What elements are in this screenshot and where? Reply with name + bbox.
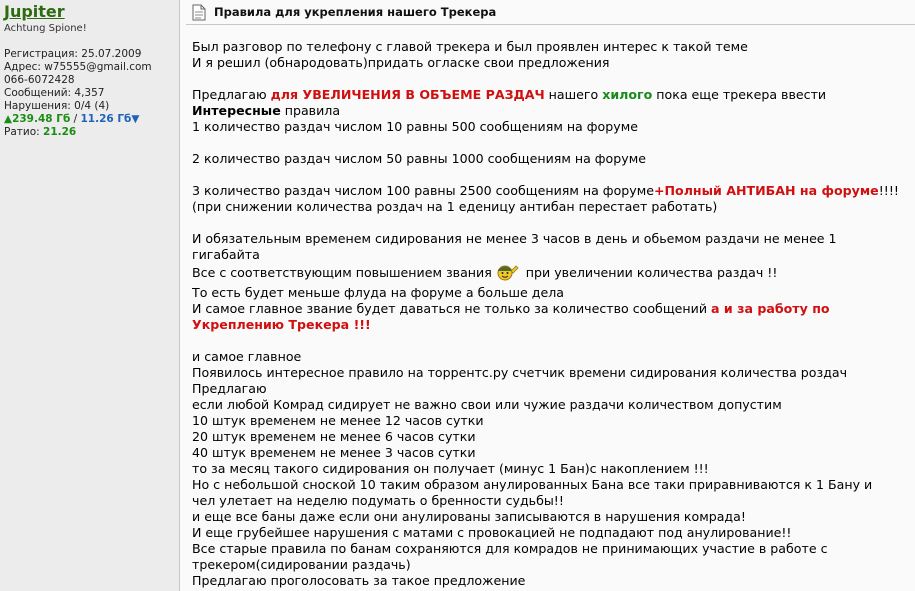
post-line — [192, 301, 915, 317]
emphasis-red: а и за работу по — [711, 301, 830, 316]
post-line: (при снижении количества роздач на 1 еденицу антибан перестает работать) — [192, 199, 718, 214]
post-line: Был разговор по телефону с главой трекера и был проявлен интерес к такой теме — [192, 39, 748, 54]
text-fragment: нашего — [544, 87, 603, 102]
user-address: Адрес: w75555@gmail.com — [4, 61, 152, 73]
post-line — [192, 87, 915, 103]
text-fragment: правила — [280, 103, 341, 118]
post-line: 2 количество раздач числом 50 равны 1000 сообщениям на форуме — [192, 151, 646, 166]
post-line: Предлагаю — [192, 381, 267, 396]
post-line: Все старые правила по банам сохраняются для комрадов не принимающих участие в работе с — [192, 541, 828, 556]
post-line: трекером(сидировании раздачь) — [192, 557, 411, 572]
traffic-separator: / — [70, 113, 81, 125]
violations: Нарушения: 0/4 (4) — [4, 100, 110, 112]
emphasis-bold: Интересные — [192, 103, 281, 118]
text-fragment: И самое главное звание будет даваться не только за количество сообщений — [192, 301, 712, 316]
post-line — [192, 183, 915, 199]
blank-line — [192, 215, 915, 231]
post-subject: Правила для укрепления нашего Трекера — [214, 5, 497, 19]
text-fragment: !!!! — [878, 183, 899, 198]
post-body — [186, 25, 915, 589]
document-icon — [192, 4, 206, 21]
text-fragment: пока еще трекера ввести — [652, 87, 827, 102]
post-line: Укреплению Трекера !!! — [192, 317, 371, 332]
blank-line — [192, 167, 915, 183]
post-line: чел улетает на неделю подумать о бренности судьбы!! — [192, 493, 564, 508]
post-line: если любой Комрад сидирует не важно свои или чужие раздачи количеством допустим — [192, 397, 782, 412]
post-count: Сообщений: 4,357 — [4, 87, 105, 99]
post-line: 10 штук временем не менее 12 часов сутки — [192, 413, 484, 428]
download-amount: 11.26 Гб▼ — [80, 113, 140, 125]
traffic-stats — [4, 113, 175, 126]
post-line: И я решил (обнародовать)придать огласке свои предложения — [192, 55, 610, 70]
post-line: То есть будет меньше флуда на форуме а больше дела — [192, 285, 565, 300]
emphasis-green: хилого — [602, 87, 653, 102]
post-line: Но с небольшой сноской 10 таким образом анулированных Бана все таки приравниваются к 1 Бану и — [192, 477, 873, 492]
post-line: Появилось интересное правило на торрентс.ру счетчик времени сидирования количества роздач — [192, 365, 848, 380]
text-fragment: Предлагаю — [192, 87, 271, 102]
post-line: 20 штук временем не менее 6 часов сутки — [192, 429, 476, 444]
blank-line — [192, 135, 915, 151]
blank-line — [192, 71, 915, 87]
upload-amount: ▲239.48 Гб — [4, 113, 71, 125]
post-line: 1 количество раздач числом 10 равны 500 сообщениям на форуме — [192, 119, 638, 134]
text-fragment: 3 количество раздач числом 100 равны 2500 сообщениям на форуме — [192, 183, 654, 198]
post-line: И обязательным временем сидирования не менее 3 часов в день и обьемом раздачи не менее 1 — [192, 231, 837, 246]
username-link[interactable]: Jupiter — [4, 2, 65, 21]
blank-line — [192, 333, 915, 349]
post-area — [186, 0, 915, 591]
ratio-value: 21.26 — [43, 126, 77, 138]
text-fragment: при увеличении количества раздач !! — [521, 265, 778, 280]
ratio-row — [4, 126, 175, 139]
post-line: Предлагаю проголосовать за такое предложение — [192, 573, 526, 588]
text-fragment: Все с соответствующим повышением звания — [192, 265, 492, 280]
post-line: гигабайта — [192, 247, 260, 262]
user-title: Achtung Spione! — [4, 23, 87, 34]
salute-smiley-icon — [494, 263, 520, 285]
post-line: то за месяц такого сидирования он получает (минус 1 Бан)с накоплением !!! — [192, 461, 709, 476]
post-header — [186, 0, 915, 25]
post-line: 40 штук временем не менее 3 часов сутки — [192, 445, 476, 460]
emphasis-red: +Полный АНТИБАН на форуме — [653, 183, 879, 198]
post-line — [192, 263, 915, 285]
post-line: и еще все баны даже если они анулированы записываются в нарушения комрада! — [192, 509, 746, 524]
user-phone: 066-6072428 — [4, 74, 75, 86]
emphasis-red: для УВЕЛИЧЕНИЯ В ОБЪЕМЕ РАЗДАЧ — [270, 87, 545, 102]
ratio-label: Ратио: — [4, 126, 44, 138]
registration-date: Регистрация: 25.07.2009 — [4, 48, 142, 60]
post-line: И еще грубейшее нарушения с матами с провокацией не подпадают под анулирование!! — [192, 525, 792, 540]
post-line — [192, 103, 915, 119]
user-sidebar — [0, 0, 180, 591]
post-line: и самое главное — [192, 349, 302, 364]
